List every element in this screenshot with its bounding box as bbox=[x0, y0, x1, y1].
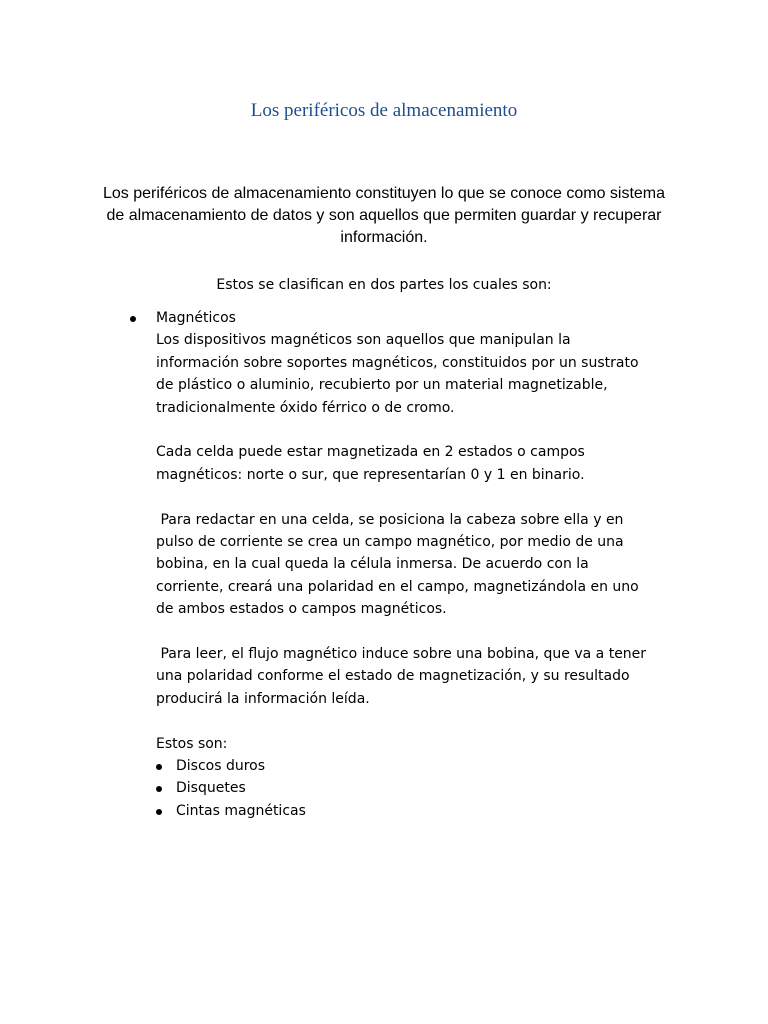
magneticos-heading: Magnéticos bbox=[156, 310, 236, 326]
bullet-icon bbox=[156, 764, 162, 770]
list-item-label: Disquetes bbox=[176, 780, 246, 797]
bullet-icon bbox=[156, 809, 162, 815]
magneticos-paragraph-3: Para redactar en una celda, se posiciona la cabeza sobre ella y en pulso de corriente se crea un campo magnético, por medio de una bobina, en la cual queda la célula inmersa. De acuerdo con la corriente, creará una polaridad en el campo, magnetizándola en uno de ambos estados o campos magnéticos. bbox=[156, 511, 644, 618]
document-title: Los periféricos de almacenamiento bbox=[250, 100, 518, 121]
bullet-icon bbox=[130, 316, 136, 322]
list-item bbox=[130, 777, 650, 799]
classification-line: Estos se clasifican en dos partes los cuales son: bbox=[216, 277, 552, 293]
list-item-label: Discos duros bbox=[176, 758, 266, 775]
magneticos-paragraph-4: Para leer, el flujo magnético induce sobre una bobina, que va a tener una polaridad conforme el estado de magnetización, y su resultado producirá la información leída. bbox=[156, 646, 651, 707]
magneticos-paragraph-2: Cada celda puede estar magnetizada en 2 estados o campos magnéticos: norte o sur, que representarían 0 y 1 en binario. bbox=[156, 444, 585, 483]
magneticos-list-intro: Estos son: bbox=[156, 735, 228, 752]
magneticos-sublist bbox=[130, 755, 650, 822]
magneticos-paragraph-1: Los dispositivos magnéticos son aquellos que manipulan la información sobre soportes magnéticos, constituidos por un sustrato de plástico o aluminio, recubierto por un material magnetizable, tradicionalmente óxido férrico o de cromo. bbox=[156, 332, 639, 416]
list-item-magneticos bbox=[130, 307, 650, 755]
list-item-label: Cintas magnéticas bbox=[176, 802, 306, 819]
paragraph-gap bbox=[156, 710, 650, 732]
paragraph-gap bbox=[156, 419, 650, 441]
intro-paragraph: Los periféricos de almacenamiento constituyen lo que se conoce como sistema de almacenamiento de datos y son aquellos que permiten guardar y recuperar información. bbox=[102, 185, 666, 246]
storage-types-list bbox=[130, 307, 650, 822]
paragraph-gap bbox=[156, 621, 650, 643]
bullet-icon bbox=[156, 786, 162, 792]
list-item bbox=[130, 800, 650, 822]
magneticos-content bbox=[156, 307, 650, 755]
paragraph-gap bbox=[156, 486, 650, 508]
list-item bbox=[130, 755, 650, 777]
